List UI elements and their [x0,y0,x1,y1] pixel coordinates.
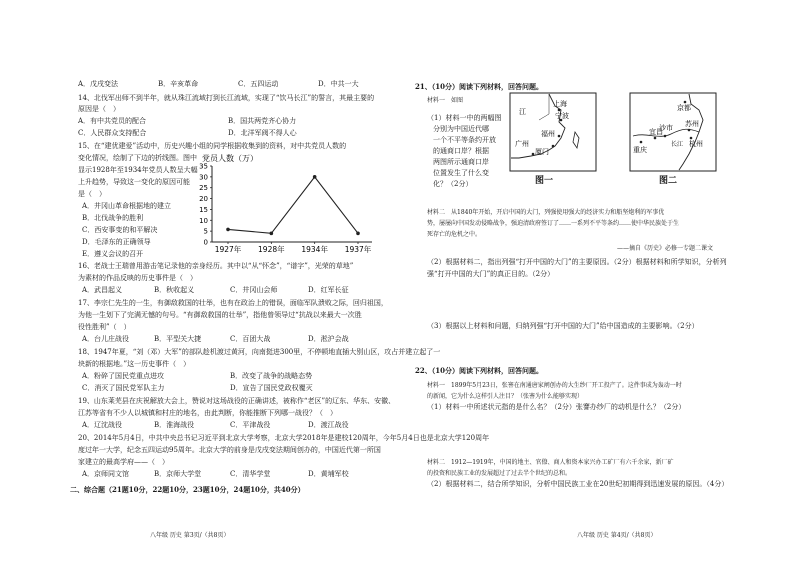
q16-option-a: A．武昌起义 [82,286,123,294]
q22-material1-line2: 的新闻，它为什么这样引人注目？（张謇为什么能够实现） [427,393,584,400]
chart-x-tick-label: 1928年 [258,245,285,254]
q14-option-b: B．国共两党齐心协力 [228,117,297,125]
q21-q1-line6: 位置发生了什么变 [433,169,489,177]
chart-y-tick-label: 10 [199,216,208,225]
q16-line1: 16、老战士王瑞曾用游击笔记录他的亲身经历。其中以“从“怀念”，“谱字”，光荣的草地” [78,262,354,270]
chart-series-line [226,175,360,235]
q15-option-d: D．毛泽东的正确领导 [82,238,151,246]
q19-line1: 19、山东莱芜县在庆祝解放大会上，赞说对这场战役的正确讲述，被称作“老区”的辽东、华东、安徽、 [78,397,396,405]
q14-line2: 原因是（ ） [78,105,120,113]
chart-data-point [226,228,230,232]
q14-option-a: A．有中共党员的配合 [78,117,147,125]
q18-option-a: A．粉碎了国民党重点进攻 [82,372,165,380]
q17-option-d: D．淞沪会战 [308,335,349,343]
q21-q1-line5: 两图所示通商口岸 [433,158,489,166]
q15-line4: 上升趋势，导致这一变化的原因可能 [78,178,190,186]
q21-citation: ——摘自《历史》必修一专题二课文 [617,245,714,252]
q21-material1-heading: 材料一 如图 [427,97,464,104]
q21-q1-line4: 的通商口岸？根据 [433,147,489,155]
q17-line3: 役性胜利”（ ） [78,323,131,331]
q20-line2: 度过年一大学，纪念五四运动95周年。北京大学的前身是戊戌变法期间创办的，中国近代第一所国 [78,446,381,454]
map2-label-yichang: 宜昌 [649,128,663,136]
q19-option-c: C．平津战役 [230,421,271,429]
q18-line2: 块新的根据地。”这一历史事件（ ） [78,360,191,368]
map2-label-suzhou: 苏州 [685,120,699,128]
chart-y-tick-label: 20 [199,195,208,204]
q16-option-d: D．红军长征 [308,286,349,294]
chart-y-tick-label: 5 [203,227,208,236]
map1-label-xiamen: 厦门 [535,148,549,156]
map2-label-shashi: 沙市 [659,124,673,132]
q14-line1: 14、北伐军出师不到半年，就从珠江流域打到长江流域，实现了“饮马长江”的誓言，其最主要的 [78,94,375,102]
figure-1-caption: 图一 [535,176,554,186]
q16-option-b: B．秋收起义 [154,286,195,294]
q19-line2: 江苏等省有不少人以城镇和村庄的地名，由此判断，你能推断下列哪一战役？（ ） [78,409,337,417]
left-page-footer: 八年级 历史 第3页/（共8页） [150,532,230,539]
chart-x-tick-label: 1934年 [301,245,328,254]
map1-label-ningbo: 宁波 [555,112,569,120]
chart-x-ticks [215,242,372,254]
figure-2-caption: 图二 [659,176,678,186]
q22-title: 22、（10分）阅读下列材料，回答问题。 [415,366,543,375]
q21-q2-line2: 强“打开中国的大门”的真正目的。（2分） [427,270,555,278]
q17-option-b: B．平型关大捷 [154,335,202,343]
q18-option-c: C．消灭了国民党军队主力 [82,384,165,392]
q22-material1-line1: 材料一 1899年5月23日，张謇在南通唐家闸创办的大生纱厂开工投产了。这件事成为轰动一时 [427,382,682,389]
q16-option-c: C．井冈山会师 [230,286,278,294]
q19-option-a: A．辽沈战役 [82,421,123,429]
q13-option-b: B．辛亥革命 [158,80,199,88]
map-figure-2 [629,92,717,172]
q17-line2: 为他一生划下了完满无憾的句号。“有御敌救国的壮举”，指他曾领导过“抗战以来最大一次胜 [78,311,362,319]
q15-line5: 是（ ） [78,190,106,198]
chart-y-tick-label: 0 [203,238,208,247]
map-figure-1 [509,92,597,172]
q21-material2-line2: 势，屡屡向中国发动侵略战争，强迫清政府签订了……一系列不平等条约……使中华民族处于生 [427,220,680,227]
q15-option-b: B．北伐战争的胜利 [82,214,144,222]
q14-option-c: C．人民群众支持配合 [78,129,147,137]
q15-option-e: E．遵义会议的召开 [82,250,144,258]
q14-option-d: D．北洋军阀不得人心 [228,129,297,137]
chart-x-tick-label: 1937年 [344,245,372,254]
q18-line1: 18、1947年夏，“刘（邓）大军”的部队趁机渡过黄河，向南挺进300里，不停顿地直插大别山区，攻占并建立起了一 [78,348,441,356]
q22-q2: （2）根据材料二，结合所学知识，分析中国民族工业在20世纪初期得到迅速发展的原因。（4分） [427,480,729,488]
q20-line3: 家建立的最高学府——（ ） [78,458,169,466]
q22-q1: （1）材料一中所述状元指的是什么名？（2分）张謇办纱厂的动机是什么？（2分） [427,403,686,411]
party-membership-chart [190,152,380,254]
q21-q1-line7: 化？（2分） [433,180,473,188]
map2-label-chongqing: 重庆 [633,146,647,154]
q15-line3: 显示1928年至1934年党员人数呈大幅 [78,166,198,174]
q20-option-c: C．清华学堂 [230,470,271,478]
chart-y-ticks [199,163,212,247]
q15-line2: 变化情况，绘制了下边的折线图。图中 [78,154,197,162]
q19-option-b: B．淮海战役 [154,421,195,429]
q16-line2: 为素材的作品反映的历史事件是（ ） [78,274,197,282]
q17-option-c: C．百团大战 [230,335,271,343]
q13-option-c: C．五四运动 [238,80,279,88]
chart-title: 党员人数（万） [202,154,258,163]
chart-y-tick-label: 25 [199,184,208,193]
chart-y-tick-label: 15 [199,205,208,214]
chart-line-path [228,177,358,233]
map1-label-jiang: 江 [519,108,526,116]
map1-label-guangzhou: 广州 [515,140,529,148]
q21-q1-line2: 分别为中国近代哪 [433,125,489,133]
q21-title: 21、（10分）阅读下列材料，回答问题。 [415,82,543,91]
q20-option-d: D．黄埔军校 [308,470,349,478]
chart-data-point [270,232,274,236]
q17-line1: 17、李宗仁先生的一生，有御敌救国的壮举，也有在政治上的错误，面临军队溃败之际，回归祖国， [78,299,388,307]
q21-material2-line3: 死存亡的危机之中。 [427,231,482,238]
map2-label-changjiang: 长江 [671,141,684,148]
q20-option-b: B．京师大学堂 [154,470,202,478]
right-page-footer: 八年级 历史 第4页/（共8页） [577,532,657,539]
q18-option-b: B．改变了战争的战略态势 [230,372,313,380]
chart-y-tick-label: 35 [199,162,208,171]
q20-option-a: A．京师同文馆 [82,470,130,478]
map2-label-hangzhou: 杭州 [689,140,703,148]
q15-option-a: A．井冈山革命根据地的建立 [82,202,172,210]
q22-material2-line1: 材料二 1912—1919年，中国的地主、官僚、商人和资本家兴办工矿厂有六千余家，新厂矿 [427,459,674,466]
q21-q2-line1: （2）根据材料二，指出列强“打开中国的大门”的主要原因。（2分）根据材料和所学知识，分析列 [427,258,727,266]
q21-q1-line1: （1）材料一中的两幅图 [427,114,502,122]
q18-option-d: D．宣告了国民党政权覆灭 [230,384,313,392]
q15-line1: 15、在“建优建爱”活动中，历史兴趣小组的同学根据收集到的资料，对中共党员人数的 [78,142,347,150]
map1-label-fuzhou: 福州 [541,130,555,138]
q19-option-d: D．渡江战役 [308,421,349,429]
q17-option-a: A．台儿庄战役 [82,335,130,343]
section-2-heading: 二、综合题（21题10分，22题10分，23题10分，24题10分，共40分） [70,485,305,494]
chart-data-point [313,175,317,179]
right-page [397,0,794,561]
q13-option-a: A．戊戌变法 [78,80,119,88]
map1-label-shanghai: 上海 [553,100,567,108]
q20-line1: 20、2014年5月4日，中共中央总书记习近平到北京大学考察，北京大学2018年是建校120周年，今年5月4日也是北京大学120周年 [78,434,490,442]
chart-y-tick-label: 30 [199,173,208,182]
q21-q3: （3）根据以上材料和问题，归纳列强“打开中国的大门”给中国造成的主要影响。（2分） [427,322,699,330]
q21-q1-line3: 一个不平等条约开放 [433,136,496,144]
q15-option-c: C．西安事变的和平解决 [82,226,158,234]
q13-option-d: D．中共一大 [318,80,359,88]
chart-data-point [356,232,360,236]
q22-material2-line2: 的投资和民族工业的发展超过了过去半个世纪的总和。 [427,470,572,477]
map2-label-jingdu: 京都 [677,104,691,112]
chart-x-tick-label: 1927年 [214,245,242,254]
q21-material2-line1: 材料二 从1840年开始，开启中国的大门，列强使用强大的经济实力和船坚炮利的军事优 [427,209,665,216]
